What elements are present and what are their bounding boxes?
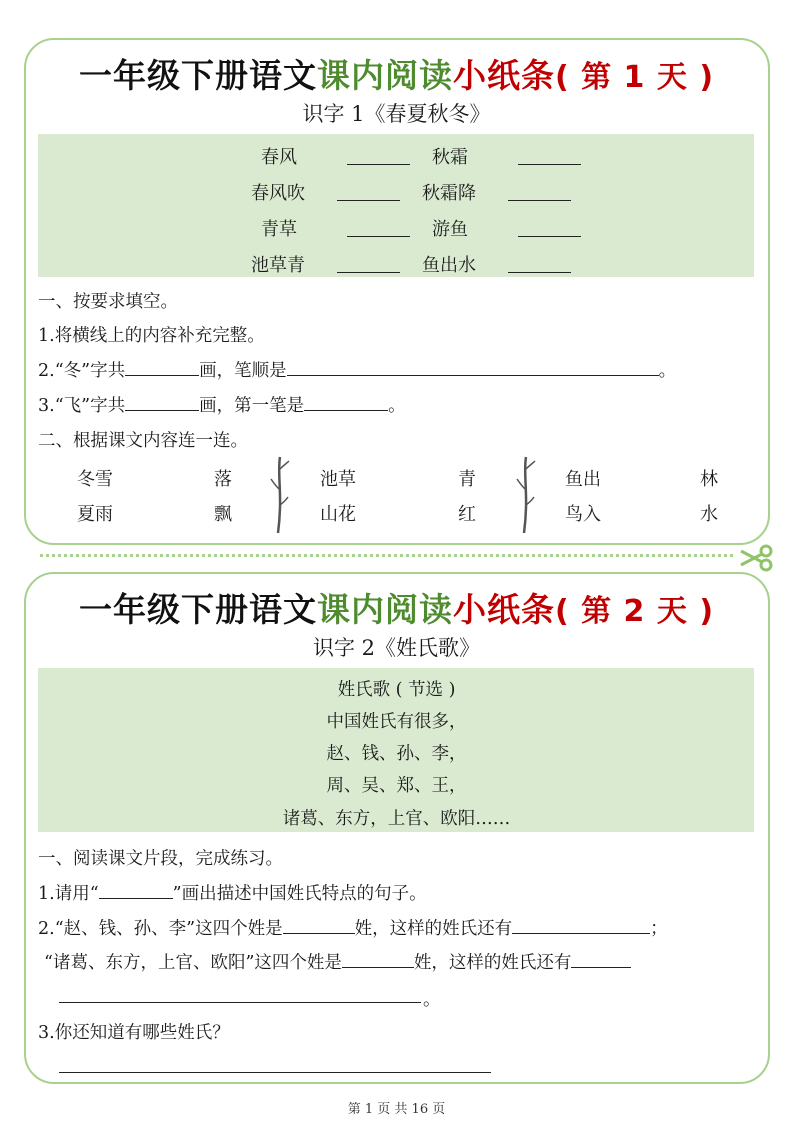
poem-line: 周、吴、郑、王， — [326, 776, 467, 796]
match-item[interactable]: 冬雪 — [77, 469, 113, 490]
day2-q2-end: 。 — [423, 990, 441, 1010]
match-item[interactable]: 落 — [214, 469, 232, 490]
answer-line[interactable] — [59, 1002, 421, 1003]
vocab-row: 秋霜 — [432, 147, 468, 168]
poem-line: 赵、钱、孙、李， — [326, 744, 467, 764]
match-item[interactable]: 夏雨 — [77, 504, 113, 525]
answer-blank[interactable] — [571, 949, 631, 968]
twig-icon — [514, 455, 538, 535]
answer-blank[interactable] — [283, 915, 355, 934]
answer-blank[interactable] — [304, 392, 388, 411]
day1-q2: 2.“冬”字共 画，笔顺是 。 — [38, 357, 676, 382]
cut-line — [40, 554, 733, 557]
day1-subtitle: 识字 1《春夏秋冬》 — [302, 102, 491, 126]
vocab-row: 春风 — [261, 147, 297, 168]
page-footer: 第 1 页 共 16 页 — [347, 1102, 446, 1117]
match-item[interactable]: 飘 — [214, 504, 232, 525]
day1-title: 一年级下册语文课内阅读小纸条( 第 1 天 ) — [78, 56, 715, 95]
day2-q2: 2.“赵、钱、孙、李”这四个姓是 姓，这样的姓氏还有 ； — [38, 915, 668, 940]
vocab-row: 鱼出水 — [422, 255, 476, 276]
vocab-row: 青草 — [261, 219, 297, 240]
day2-section1-heading: 一、阅读课文片段，完成练习。 — [38, 849, 283, 869]
match-item[interactable]: 林 — [700, 469, 718, 490]
twig-icon — [268, 455, 292, 535]
match-item[interactable]: 红 — [458, 504, 476, 525]
day1-q3: 3.“飞”字共 画，第一笔是 。 — [38, 392, 406, 417]
day2-q2-cont: “诸葛、东方，上官、欧阳”这四个姓是 姓，这样的姓氏还有 — [44, 949, 631, 974]
vocab-row: 春风吹 — [251, 183, 305, 204]
vocab-blank[interactable] — [347, 218, 410, 237]
day2-q3: 3.你还知道有哪些姓氏？ — [38, 1023, 230, 1043]
day2-q1: 1.请用“ ”画出描述中国姓氏特点的句子。 — [38, 880, 427, 905]
day2-subtitle: 识字 2《姓氏歌》 — [312, 636, 481, 660]
match-item[interactable]: 山花 — [320, 504, 356, 525]
day1-q1: 1.将横线上的内容补充完整。 — [38, 326, 265, 346]
vocab-blank[interactable] — [337, 182, 400, 201]
poem-line: 中国姓氏有很多， — [326, 712, 467, 732]
poem-line: 诸葛、东方，上官、欧阳…… — [282, 809, 511, 829]
vocab-blank[interactable] — [508, 182, 571, 201]
match-item[interactable]: 青 — [458, 469, 476, 490]
answer-blank[interactable] — [125, 392, 199, 411]
answer-blank[interactable] — [512, 915, 650, 934]
day2-title: 一年级下册语文课内阅读小纸条( 第 2 天 ) — [78, 590, 715, 629]
answer-blank[interactable] — [125, 357, 199, 376]
poem-line: 姓氏歌 ( 节选 ) — [337, 680, 456, 700]
day1-section2-heading: 二、根据课文内容连一连。 — [38, 431, 248, 451]
match-item[interactable]: 鱼出 — [565, 469, 601, 490]
vocab-blank[interactable] — [518, 218, 581, 237]
answer-line[interactable] — [59, 1072, 491, 1073]
vocab-row: 秋霜降 — [422, 183, 476, 204]
day1-section1-heading: 一、按要求填空。 — [38, 292, 178, 312]
match-item[interactable]: 鸟入 — [565, 504, 601, 525]
answer-blank[interactable] — [342, 949, 414, 968]
vocab-blank[interactable] — [337, 254, 400, 273]
vocab-blank[interactable] — [518, 146, 581, 165]
vocab-blank[interactable] — [508, 254, 571, 273]
match-item[interactable]: 水 — [700, 504, 718, 525]
scissors-icon — [738, 543, 774, 573]
vocab-blank[interactable] — [347, 146, 410, 165]
answer-blank[interactable] — [287, 357, 659, 376]
vocab-row: 游鱼 — [432, 219, 468, 240]
match-item[interactable]: 池草 — [320, 469, 356, 490]
answer-blank[interactable] — [99, 880, 173, 899]
vocab-row: 池草青 — [251, 255, 305, 276]
